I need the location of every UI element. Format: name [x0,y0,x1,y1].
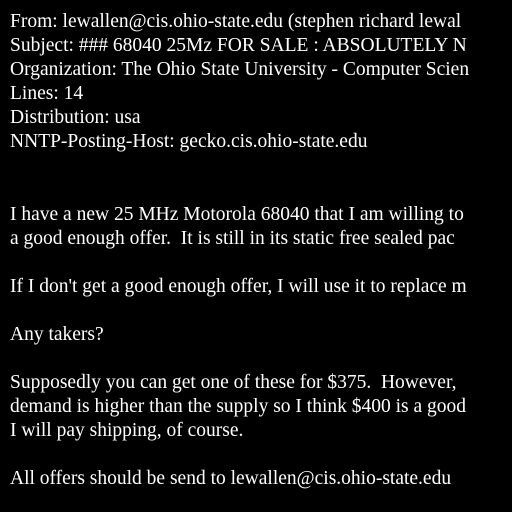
header-subject: Subject: ### 68040 25Mz FOR SALE : ABSOLUTELY N [10,35,467,56]
body-line: I will pay shipping, of course. [10,420,244,441]
body-line: demand is higher than the supply so I think $400 is a good [10,396,467,417]
header-nntp-posting-host: NNTP-Posting-Host: gecko.cis.ohio-state.edu [10,131,368,152]
body-line: I have a new 25 MHz Motorola 68040 that I am willing to [10,204,464,225]
header-organization: Organization: The Ohio State University - Computer Scien [10,59,470,80]
header-distribution: Distribution: usa [10,107,141,128]
body-line: a good enough offer. It is still in its static free sealed pac [10,228,455,249]
body-line: If I don't get a good enough offer, I will use it to replace m [10,276,467,297]
body-line: All offers should be send to lewallen@cis.ohio-state.edu [10,468,452,489]
header-from: From: lewallen@cis.ohio-state.edu (stephen richard lewal [10,11,462,32]
body-line: Any takers? [10,324,104,345]
body-line: Supposedly you can get one of these for $375. However, [10,372,457,393]
header-lines: Lines: 14 [10,83,84,104]
